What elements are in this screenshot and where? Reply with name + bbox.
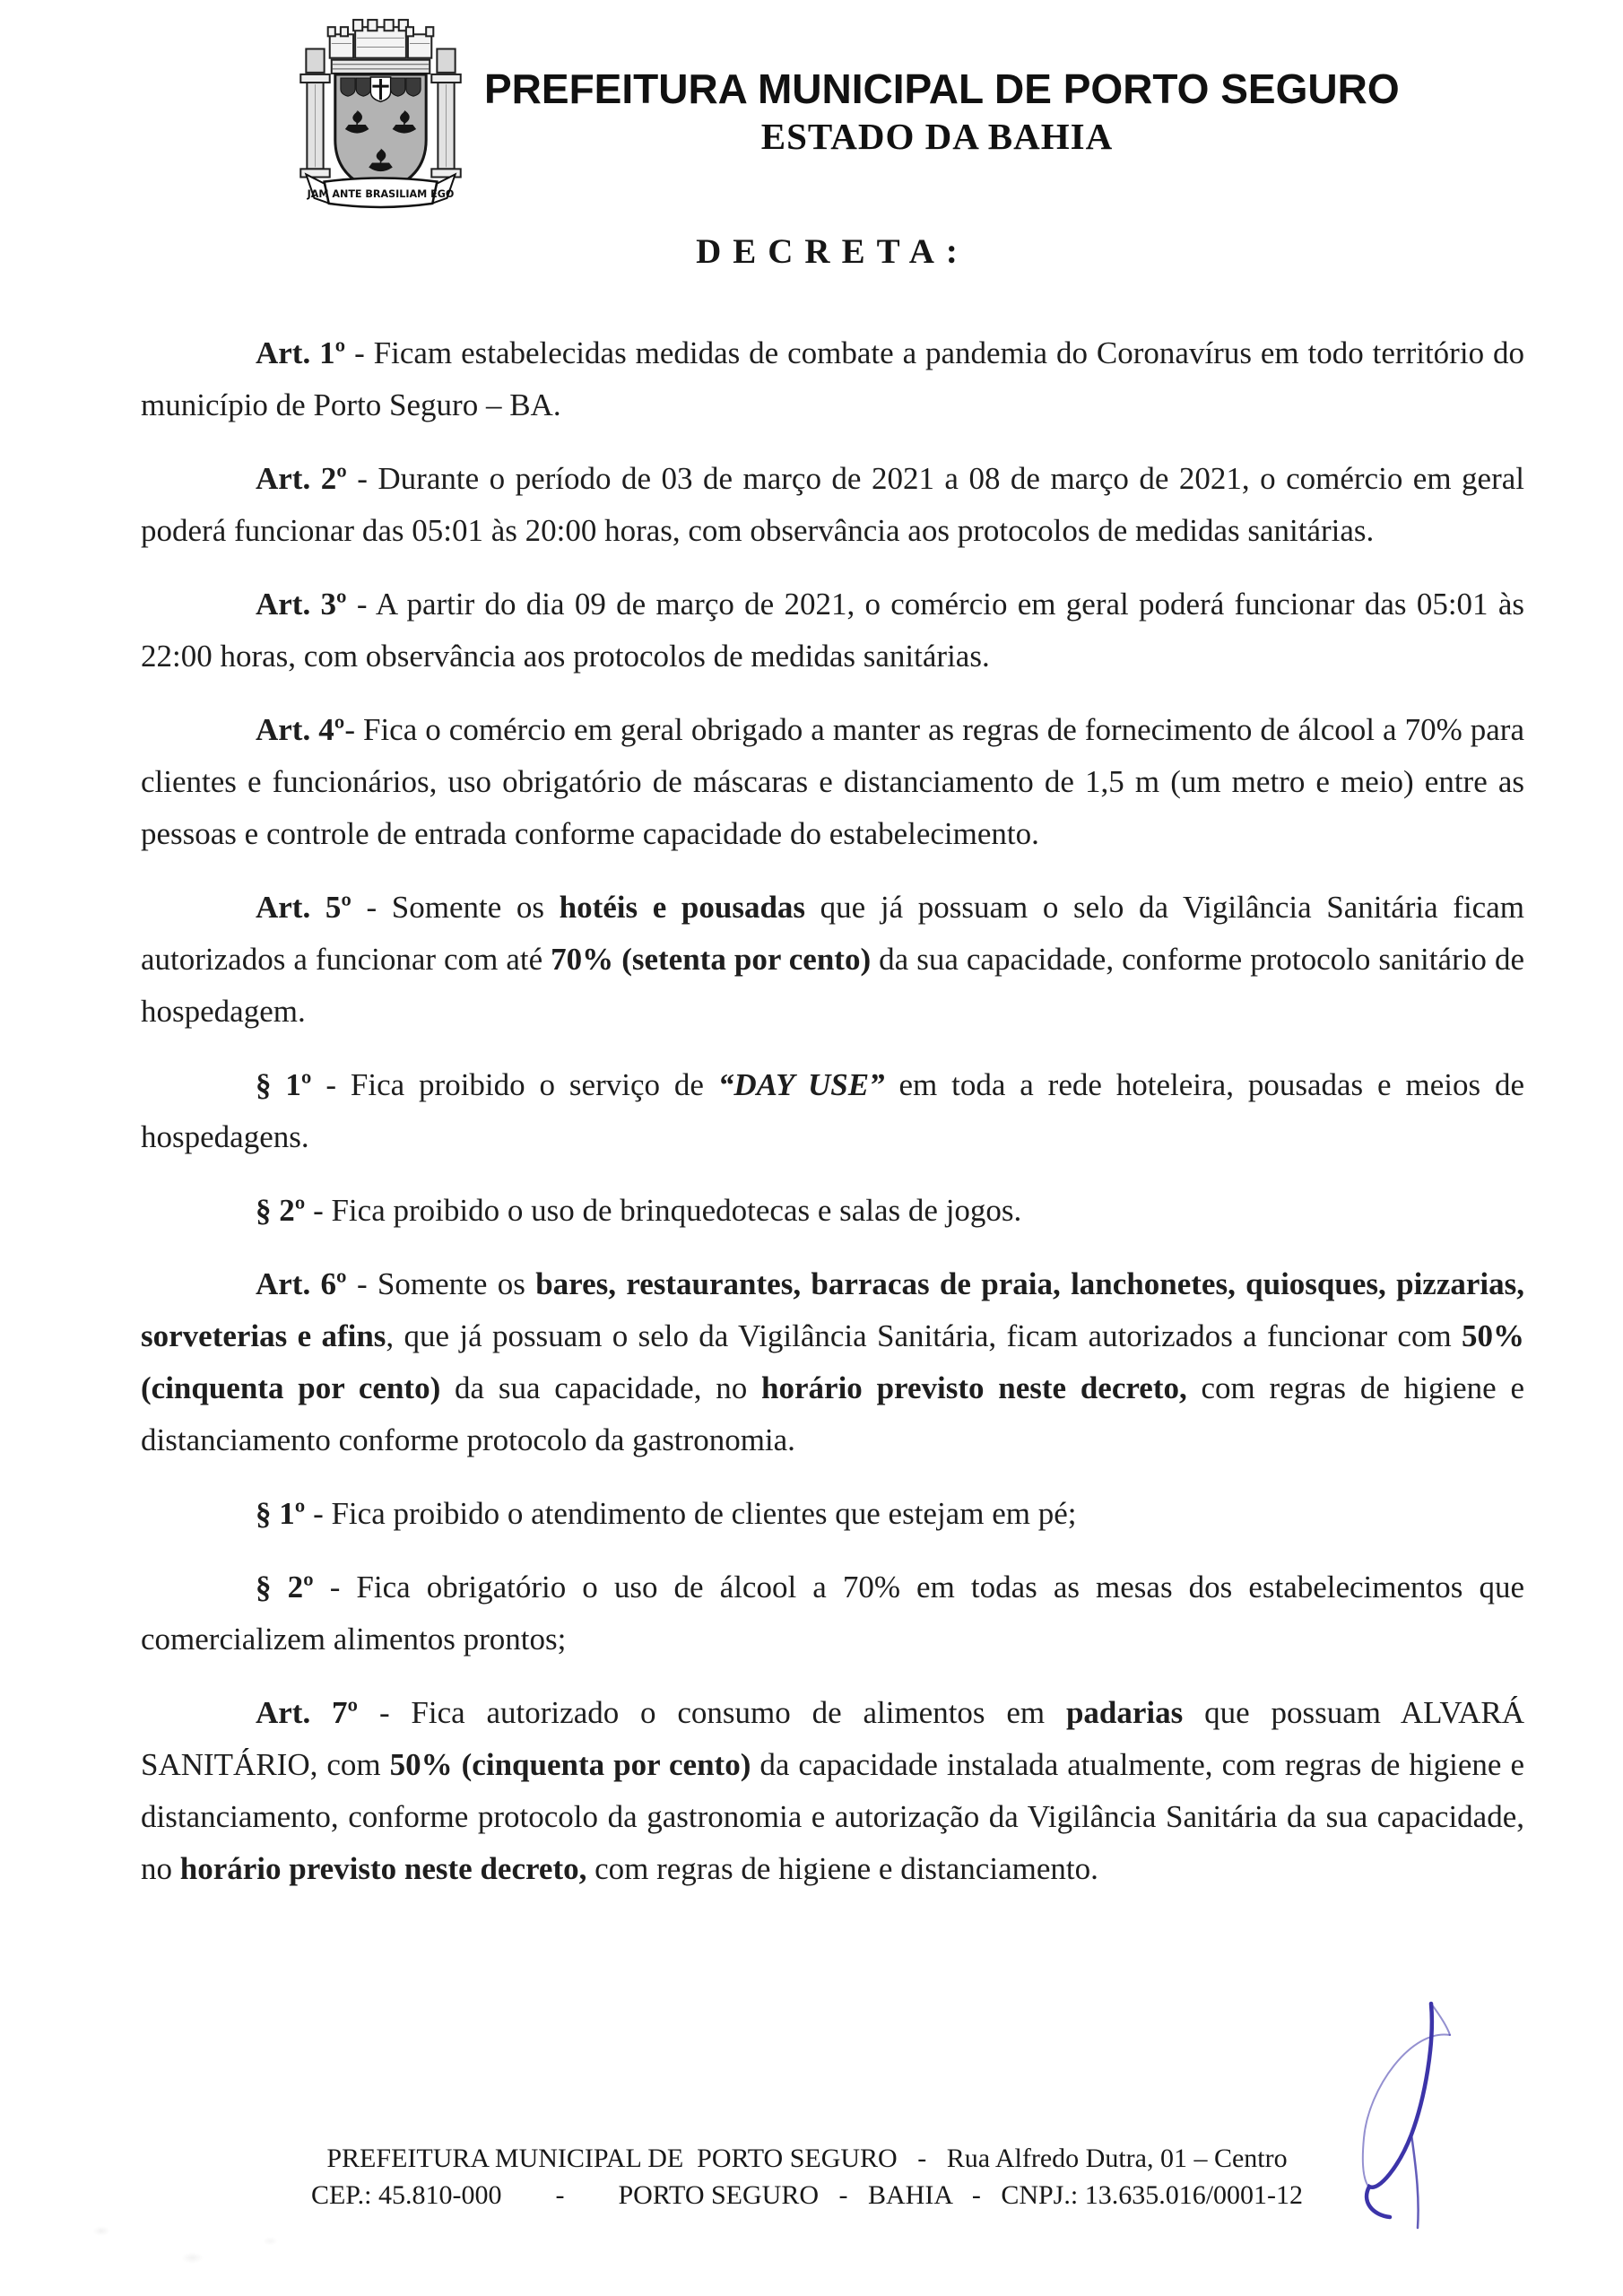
paragraph-number: § 2º xyxy=(256,1570,314,1605)
text-run: - Fica proibido o uso de brinquedotecas e salas de jogos. xyxy=(305,1193,1022,1228)
text-run: - Fica autorizado o consumo de alimentos em xyxy=(358,1695,1066,1730)
signature-ink xyxy=(1336,1984,1493,2253)
text-run: - Fica proibido o serviço de xyxy=(311,1067,718,1102)
text-run: - Somente os xyxy=(351,890,560,925)
emphasis-run: 50% (cinquenta por cento) xyxy=(141,1318,1525,1405)
emphasis-run: 70% (setenta por cento) xyxy=(551,942,872,977)
decree-article-3 xyxy=(141,578,1524,683)
footer-address-line: PREFEITURA MUNICIPAL DE PORTO SEGURO - Rua Alfredo Dutra, 01 – Centro xyxy=(326,2144,1288,2173)
decree-paragraph-6-1 xyxy=(141,1488,1524,1540)
text-run: - Ficam estabelecidas medidas de combate a pandemia do Coronavírus em todo território do município de Porto Seguro – BA. xyxy=(141,335,1524,422)
municipal-crest-icon xyxy=(289,14,473,210)
decree-article-7 xyxy=(141,1687,1524,1895)
paragraph-number: § 2º xyxy=(256,1193,306,1228)
decree-article-6 xyxy=(141,1258,1524,1466)
signature-ink-icon xyxy=(1336,1984,1493,2253)
emphasis-run: horário previsto neste decreto, xyxy=(761,1370,1187,1405)
text-run: em toda a rede hoteleira, pousadas e meios de hospedagens. xyxy=(141,1067,1525,1154)
article-number: Art. 1º xyxy=(256,335,346,370)
article-number: Art. 6º xyxy=(256,1266,347,1301)
text-run: - Fica proibido o atendimento de clientes que estejam em pé; xyxy=(305,1496,1077,1531)
text-run: - Somente os xyxy=(346,1266,536,1301)
emphasis-run: “DAY USE” xyxy=(717,1067,885,1102)
text-run: que já possuam o selo da Vigilância Sanitária ficam autorizados a funcionar com até xyxy=(141,890,1524,977)
org-name: PREFEITURA MUNICIPAL DE PORTO SEGURO xyxy=(484,65,1400,112)
text-run: que possuam ALVARÁ SANITÁRIO, com xyxy=(141,1695,1524,1782)
decree-body xyxy=(141,226,1524,1917)
article-number: Art. 7º xyxy=(256,1695,359,1730)
decree-article-2 xyxy=(141,453,1524,557)
text-run: , que já possuam o selo da Vigilância Sanitária, ficam autorizados a funcionar com xyxy=(386,1318,1462,1353)
article-number: Art. 4º xyxy=(256,712,345,747)
decree-heading: DECRETA: xyxy=(696,232,969,271)
paragraph-number: § 1º xyxy=(256,1067,312,1102)
org-state: ESTADO DA BAHIA xyxy=(760,116,1114,157)
paragraph-number: § 1º xyxy=(256,1496,306,1531)
emphasis-run: padarias xyxy=(1065,1695,1184,1730)
article-number: Art. 3º xyxy=(256,587,347,622)
decree-paragraph-5-1 xyxy=(141,1059,1524,1163)
text-run: - Fica obrigatório o uso de álcool a 70% em todas as mesas dos estabelecimentos que comercializem alimentos prontos; xyxy=(141,1570,1524,1657)
text-run: - Durante o período de 03 de março de 2021 a 08 de março de 2021, o comércio em geral poderá funcionar das 05:01 às 20:00 horas, com observância aos protocolos de medidas sanitárias. xyxy=(141,461,1524,548)
article-number: Art. 2º xyxy=(256,461,347,496)
scan-smudge xyxy=(49,2211,309,2278)
text-run: da capacidade instalada atualmente, com regras de higiene e distanciamento, conforme protocolo da gastronomia e autorização da Vigilância Sanitária da sua capacidade, no xyxy=(141,1747,1524,1886)
decree-article-4 xyxy=(141,704,1524,860)
decree-article-1 xyxy=(141,327,1524,431)
municipal-crest xyxy=(289,14,473,210)
footer-cep-cnpj-line: CEP.: 45.810-000 - PORTO SEGURO - BAHIA - CNPJ.: 13.635.016/0001-12 xyxy=(310,2180,1304,2210)
crest-motto: JAM ANTE BRASILIAM EGO xyxy=(307,187,455,200)
text-run: com regras de higiene e distanciamento. xyxy=(586,1851,1098,1886)
emphasis-run: hotéis e pousadas xyxy=(559,890,806,925)
text-run: da sua capacidade, no xyxy=(440,1370,762,1405)
letterhead xyxy=(484,65,1400,160)
emphasis-run: horário previsto neste decreto, xyxy=(179,1851,587,1886)
text-run: - Fica o comércio em geral obrigado a manter as regras de fornecimento de álcool a 70% para clientes e funcionários, uso obrigatório de máscaras e distanciamento de 1,5 m (um metro e meio) entre as pessoas e controle de entrada conforme capacidade do estabelecimento. xyxy=(141,712,1524,851)
page-footer xyxy=(206,2140,1408,2213)
article-number: Art. 5º xyxy=(256,890,352,925)
decree-article-5 xyxy=(141,882,1524,1038)
text-run: - A partir do dia 09 de março de 2021, o comércio em geral poderá funcionar das 05:01 às 22:00 horas, com observância aos protocolos de medidas sanitárias. xyxy=(141,587,1524,674)
decree-paragraph-5-2 xyxy=(141,1185,1524,1237)
text-run: com regras de higiene e distanciamento conforme protocolo da gastronomia. xyxy=(141,1370,1524,1457)
emphasis-run: bares, restaurantes, barracas de praia, lanchonetes, quiosques, pizzarias, sorveterias e afins xyxy=(141,1266,1524,1353)
emphasis-run: 50% (cinquenta por cento) xyxy=(389,1747,751,1782)
decree-paragraph-6-2 xyxy=(141,1561,1524,1665)
text-run: da sua capacidade, conforme protocolo sanitário de hospedagem. xyxy=(141,942,1524,1029)
